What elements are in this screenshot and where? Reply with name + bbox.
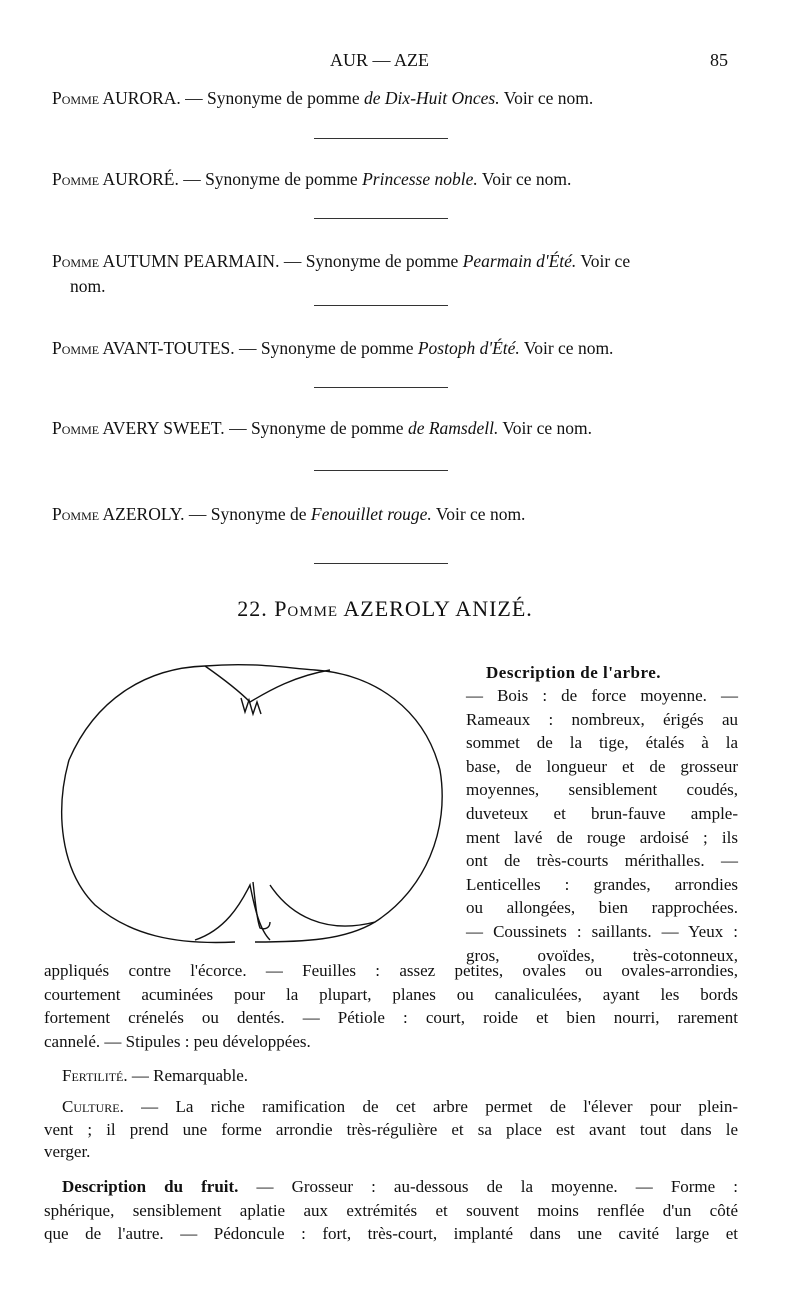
tree-description-line: base, de longueur et de grosseur	[466, 756, 738, 776]
fruit-line: sphérique, sensiblement aplatie aux extrémités et souvent moins renflée d'un côté	[44, 1201, 738, 1220]
fertility-label: Fertilité.	[62, 1066, 128, 1085]
entry-ref: Fenouillet rouge.	[310, 504, 432, 524]
fruit-description-heading: Description du fruit.	[62, 1177, 239, 1196]
article-name: AZEROLY ANIZÉ.	[343, 596, 533, 621]
separator	[314, 138, 448, 139]
tree-description-line: courtement acuminées pour la plupart, planes ou canaliculées, ayant les bords	[44, 984, 738, 1004]
entry-azeroly	[52, 504, 525, 525]
culture-line: verger.	[44, 1142, 91, 1161]
entry-name: AVERY SWEET.	[102, 418, 225, 438]
separator	[314, 470, 448, 471]
entry-prefix: Pomme	[52, 338, 100, 358]
entry-tail: Voir ce	[580, 251, 631, 271]
entry-text: — Synonyme de pomme	[238, 338, 414, 358]
fertility-text: — Remarquable.	[131, 1066, 249, 1085]
entry-tail: Voir ce nom.	[523, 338, 614, 358]
entry-prefix: Pomme	[52, 418, 100, 438]
page-number: 85	[710, 50, 728, 70]
entry-prefix: Pomme	[52, 88, 100, 108]
entry-prefix: Pomme	[52, 251, 100, 271]
tree-description-line: gros, ovoïdes, très-cotonneux,	[466, 945, 738, 965]
entry-ref: de Ramsdell.	[407, 418, 499, 438]
article-title	[0, 596, 770, 622]
tree-description-line: Lenticelles : grandes, arrondies	[466, 874, 738, 894]
entry-name: AVANT-TOUTES.	[102, 338, 235, 358]
fruit-line	[62, 1177, 738, 1197]
entry-text: — Synonyme de	[188, 504, 307, 524]
entry-name: AURORÉ.	[102, 169, 179, 189]
entry-text: — Synonyme de pomme	[229, 418, 404, 438]
tree-description-line: moyennes, sensiblement coudés,	[466, 780, 738, 800]
entry-tail: Voir ce nom.	[502, 418, 592, 438]
entry-continuation: nom.	[70, 276, 106, 296]
apple-cross-section-illustration	[55, 660, 455, 955]
tree-description-line: duveteux et brun-fauve ample-	[466, 804, 738, 823]
entry-tail: Voir ce nom.	[503, 88, 594, 108]
culture-line: vent ; il prend une forme arrondie très-régulière et sa place est avant tout dans le	[44, 1120, 738, 1139]
entry-ref: Pearmain d'Été.	[462, 251, 577, 271]
tree-description-line: — Bois : de force moyenne. —	[466, 686, 738, 705]
entry-aurore	[52, 169, 571, 190]
entry-prefix: Pomme	[52, 504, 100, 524]
separator	[314, 305, 448, 306]
entry-name: AUTUMN PEARMAIN.	[102, 251, 280, 271]
entry-ref: de Dix-Huit Onces.	[364, 88, 500, 108]
entry-aurora	[52, 88, 593, 109]
entry-text: — Synonyme de pomme	[185, 88, 360, 108]
entry-text: — Synonyme de pomme	[283, 251, 459, 271]
tree-description-heading: Description de l'arbre.	[486, 663, 662, 682]
fruit-text: — Grosseur : au-dessous de la moyenne. — Forme :	[256, 1177, 739, 1196]
fruit-line: que de l'autre. — Pédoncule : fort, très-court, implanté dans une cavité large et	[44, 1224, 738, 1243]
entry-name: AZEROLY.	[102, 504, 185, 524]
tree-description-line: ont de très-courts mérithalles. —	[466, 851, 738, 871]
entry-name: AURORA.	[102, 88, 181, 108]
entry-prefix: Pomme	[52, 169, 100, 189]
article-prefix: Pomme	[274, 596, 339, 621]
separator	[314, 563, 448, 564]
separator	[314, 387, 448, 388]
culture-text: — La riche ramification de cet arbre permet de l'élever pour plein-	[141, 1097, 738, 1116]
tree-description-line: — Coussinets : saillants. — Yeux :	[466, 922, 738, 941]
article-number: 22.	[237, 596, 268, 621]
tree-description-line: fortement crénelés ou dentés. — Pétiole : court, roide et bien nourri, rarement	[44, 1008, 738, 1028]
entry-avery-sweet	[52, 418, 592, 439]
entry-tail: Voir ce nom.	[481, 169, 572, 189]
culture-line	[62, 1097, 738, 1117]
tree-description-line: cannelé. — Stipules : peu développées.	[44, 1032, 311, 1052]
separator	[314, 218, 448, 219]
tree-description-line: appliqués contre l'écorce. — Feuilles : assez petites, ovales ou ovales-arrondies,	[44, 961, 738, 980]
tree-description-line: Rameaux : nombreux, érigés au	[466, 709, 738, 729]
entry-avant-toutes	[52, 338, 613, 359]
entry-tail: Voir ce nom.	[435, 504, 526, 524]
tree-description-line: sommet de la tige, étalés à la	[466, 733, 738, 753]
running-title: AUR — AZE	[330, 50, 429, 70]
entry-ref: Postoph d'Été.	[417, 338, 520, 358]
tree-description-line: ou allongées, bien rapprochées.	[466, 898, 738, 918]
entry-ref: Princesse noble.	[362, 169, 478, 189]
culture-label: Culture.	[62, 1097, 124, 1116]
entry-autumn-pearmain	[52, 251, 630, 272]
fertility-paragraph	[62, 1066, 248, 1086]
entry-text: — Synonyme de pomme	[183, 169, 358, 189]
tree-description-line: ment lavé de rouge ardoisé ; ils	[466, 827, 738, 847]
